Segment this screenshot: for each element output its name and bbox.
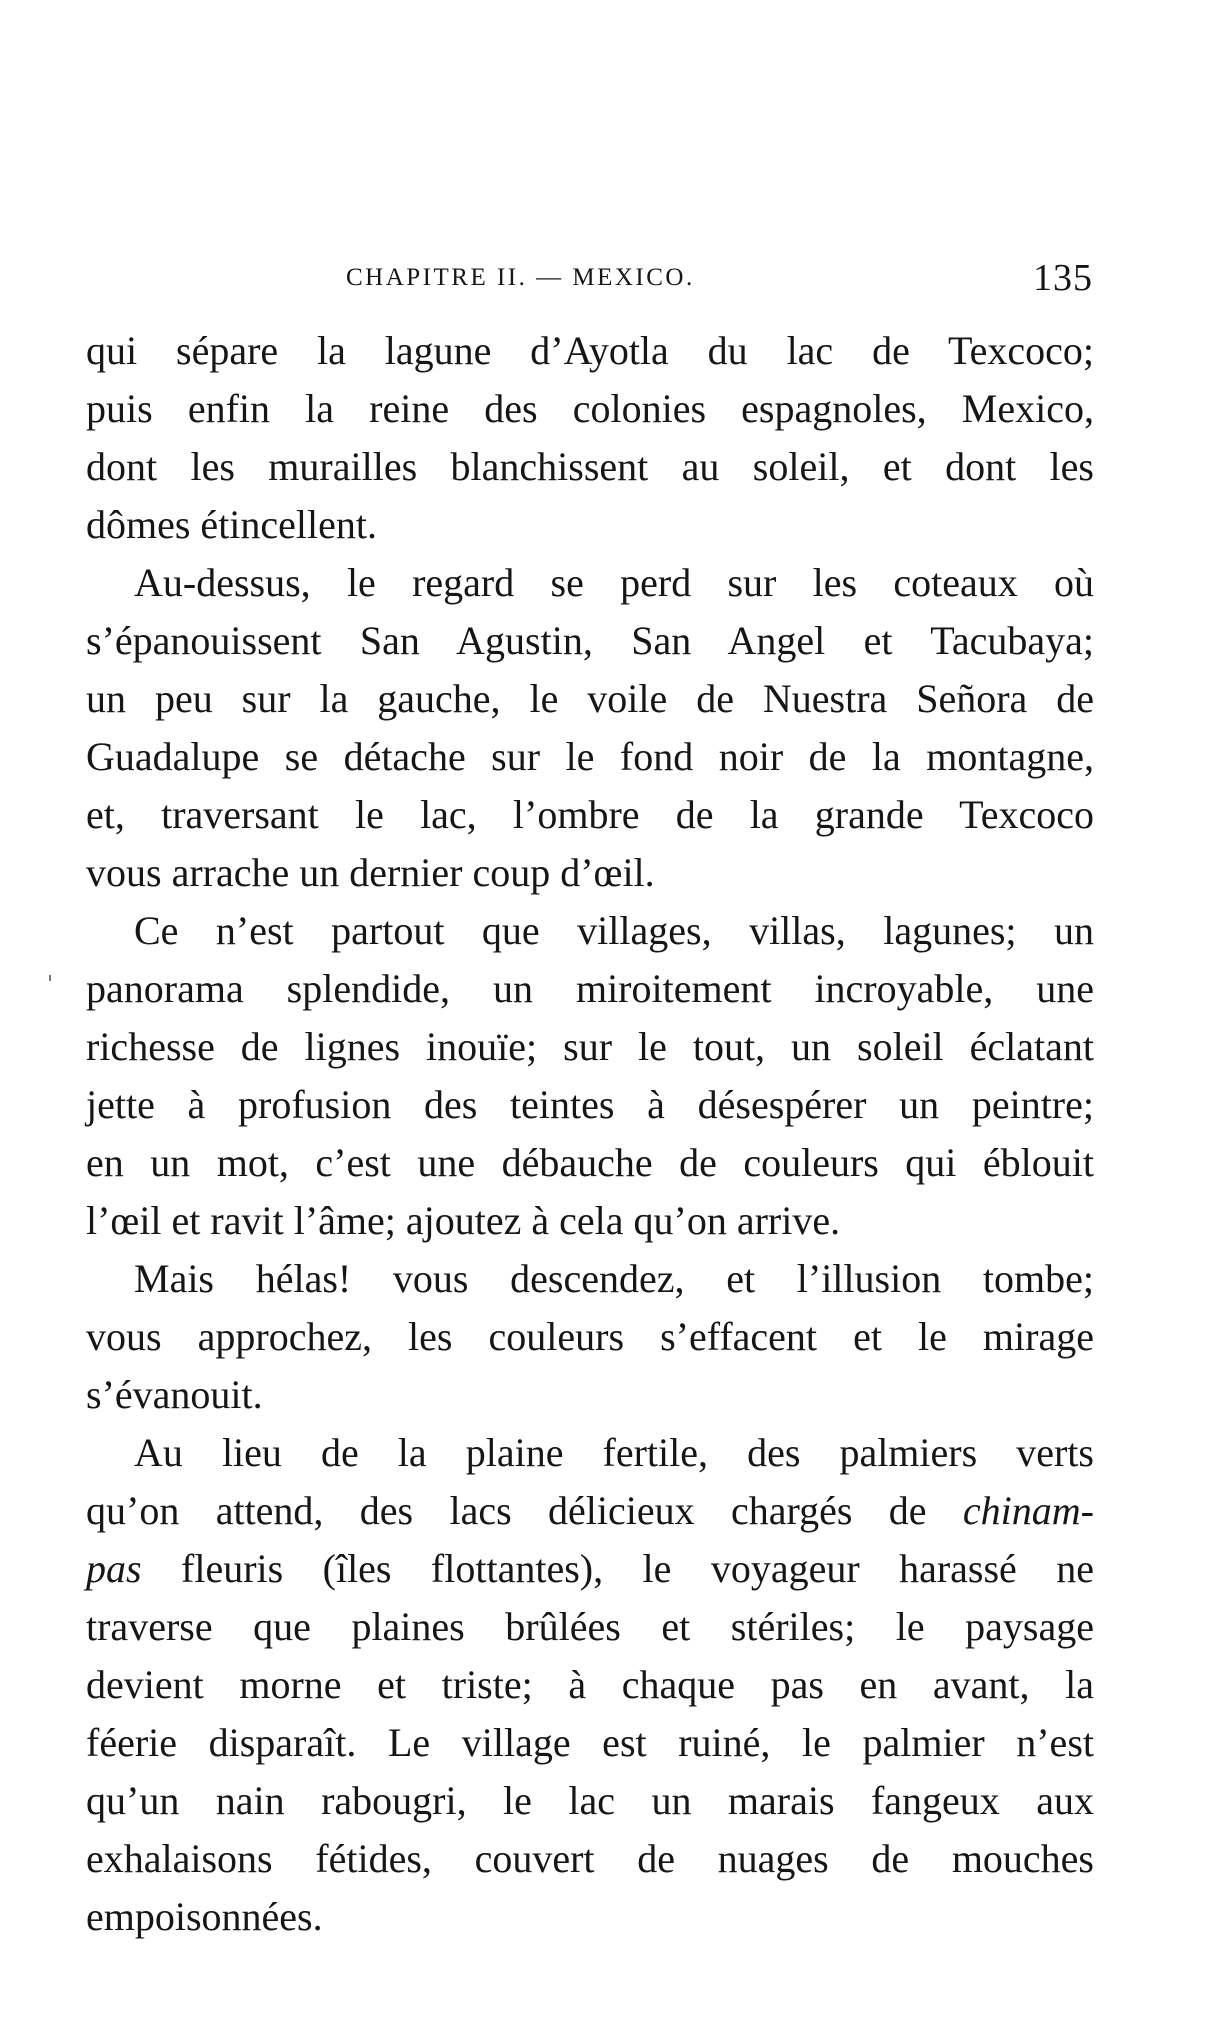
text-line: vous approchez, les couleurs s’effacent et le mirage — [86, 1314, 1094, 1359]
text-line: panorama splendide, un miroitement incroyable, une — [86, 966, 1094, 1011]
paragraph-2 — [86, 554, 1094, 902]
italic-word: pas — [86, 1546, 142, 1591]
text-line: s’épanouissent San Agustin, San Angel et Tacubaya; — [86, 618, 1094, 663]
text-line: Mais hélas! vous descendez, et l’illusion tombe; — [134, 1256, 1094, 1301]
paragraph-4 — [86, 1250, 1094, 1424]
text-line: Au-dessus, le regard se perd sur les coteaux où — [134, 560, 1094, 605]
text-line: dômes étincellent. — [86, 502, 378, 547]
text-line: qu’un nain rabougri, le lac un marais fangeux aux — [86, 1778, 1094, 1823]
text-line: vous arrache un dernier coup d’œil. — [86, 850, 655, 895]
paragraph-3 — [86, 902, 1094, 1250]
body-text — [86, 322, 1094, 1946]
margin-mark — [49, 975, 51, 981]
text-line: devient morne et triste; à chaque pas en avant, la — [86, 1662, 1094, 1707]
text-line: jette à profusion des teintes à désespérer un peintre; — [86, 1082, 1094, 1127]
text-line: dont les murailles blanchissent au soleil, et dont les — [86, 444, 1094, 489]
running-head — [88, 258, 1093, 308]
text-line: et, traversant le lac, l’ombre de la grande Texcoco — [86, 792, 1094, 837]
paragraph-1 — [86, 322, 1094, 554]
text-line: exhalaisons fétides, couvert de nuages de mouches — [86, 1836, 1094, 1881]
chapter-title: CHAPITRE II. — MEXICO. — [346, 264, 695, 291]
text-line: traverse que plaines brûlées et stériles; le paysage — [86, 1604, 1094, 1649]
text-line: féerie disparaît. Le village est ruiné, le palmier n’est — [86, 1720, 1094, 1765]
text-line: richesse de lignes inouïe; sur le tout, un soleil éclatant — [86, 1024, 1094, 1069]
text-line: pas fleuris (îles flottantes), le voyageur harassé ne — [86, 1546, 1094, 1591]
text-line: Au lieu de la plaine fertile, des palmiers verts — [134, 1430, 1094, 1475]
paragraph-5 — [86, 1424, 1094, 1946]
text-line: puis enfin la reine des colonies espagnoles, Mexico, — [86, 386, 1094, 431]
page-number: 135 — [1033, 257, 1093, 299]
text-line: l’œil et ravit l’âme; ajoutez à cela qu’on arrive. — [86, 1198, 841, 1243]
text-line: s’évanouit. — [86, 1372, 263, 1417]
text-line: Ce n’est partout que villages, villas, lagunes; un — [134, 908, 1094, 953]
text-line: empoisonnées. — [86, 1894, 323, 1939]
text-line: en un mot, c’est une débauche de couleurs qui éblouit — [86, 1140, 1094, 1185]
text-line: qu’on attend, des lacs délicieux chargés de chinam- — [86, 1488, 1094, 1533]
text-line: un peu sur la gauche, le voile de Nuestra Señora de — [86, 676, 1094, 721]
text-line: qui sépare la lagune d’Ayotla du lac de Texcoco; — [86, 328, 1094, 373]
text-line: Guadalupe se détache sur le fond noir de la montagne, — [86, 734, 1094, 779]
italic-word: chinam- — [962, 1488, 1094, 1533]
